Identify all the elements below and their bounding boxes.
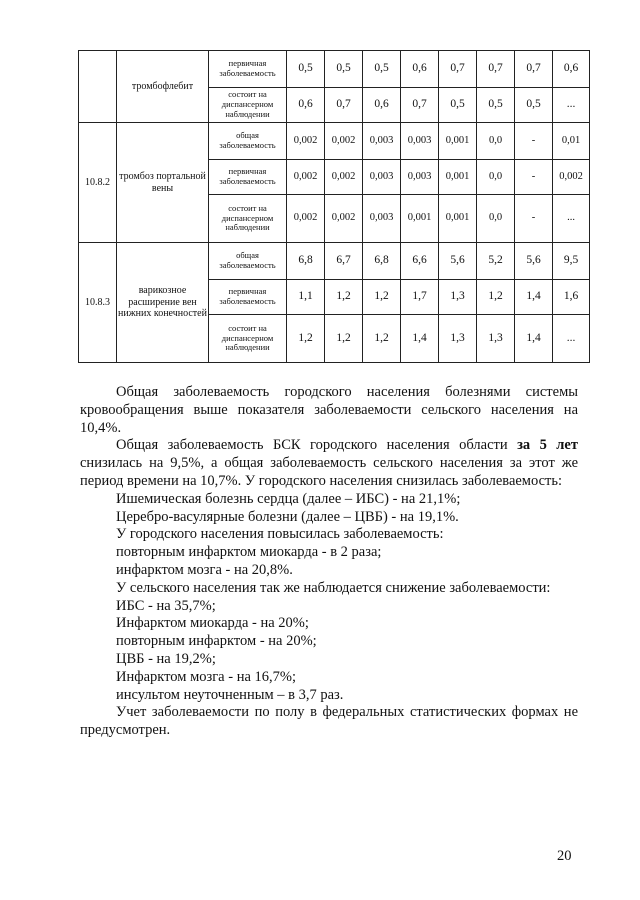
value-cell: 0,003 (363, 195, 401, 243)
value-cell: 0,5 (477, 88, 515, 123)
paragraph (80, 615, 578, 633)
value-cell: - (515, 195, 553, 243)
paragraph (80, 687, 578, 705)
value-cell: 0,0 (477, 195, 515, 243)
value-cell: 0,001 (401, 195, 439, 243)
table-row (79, 243, 590, 280)
value-cell: 5,6 (515, 243, 553, 280)
indicator-label: состоит на диспансерном наблюдении (209, 195, 287, 243)
value-cell: 0,002 (287, 160, 325, 195)
value-cell: 0,6 (287, 88, 325, 123)
indicator-label: первичная заболеваемость (209, 280, 287, 315)
value-cell: 0,7 (439, 51, 477, 88)
body-text (80, 384, 578, 740)
value-cell: 0,5 (515, 88, 553, 123)
paragraph (80, 580, 578, 598)
value-cell: 1,2 (325, 280, 363, 315)
value-cell: 0,002 (287, 123, 325, 160)
value-cell: 6,8 (287, 243, 325, 280)
text-run: снизилась на 9,5%, а общая заболеваемость сельского населения за этот же период времени на 10,7%. У городского населения снизилась заболеваемость: (80, 455, 578, 489)
paragraph (80, 526, 578, 544)
value-cell: 6,7 (325, 243, 363, 280)
indicator-label: состоит на диспансерном наблюдении (209, 88, 287, 123)
value-cell: 1,2 (325, 315, 363, 363)
value-cell: 0,0 (477, 123, 515, 160)
value-cell: ... (553, 195, 590, 243)
value-cell: 0,003 (401, 123, 439, 160)
value-cell: 1,2 (363, 315, 401, 363)
paragraph (80, 437, 578, 490)
bold-text: за 5 лет (517, 437, 578, 454)
value-cell: 1,4 (515, 315, 553, 363)
value-cell: 0,002 (325, 195, 363, 243)
text-run: У сельского населения так же наблюдается снижение заболеваемости: (116, 579, 551, 596)
value-cell: 0,002 (325, 123, 363, 160)
value-cell: 1,6 (553, 280, 590, 315)
value-cell: 1,1 (287, 280, 325, 315)
text-run: Общая заболеваемость городского населения болезнями системы кровообращения выше показателя заболеваемости сельского населения на 10,4%. (80, 384, 578, 436)
value-cell: 6,6 (401, 243, 439, 280)
text-run: Учет заболеваемости по полу в федеральных статистических формах не предусмотрен. (80, 704, 578, 739)
value-cell: 1,3 (439, 280, 477, 315)
paragraph (80, 544, 578, 562)
value-cell: 1,7 (401, 280, 439, 315)
row-code (79, 51, 117, 123)
value-cell: 1,4 (515, 280, 553, 315)
value-cell: 1,4 (401, 315, 439, 363)
value-cell: 5,2 (477, 243, 515, 280)
value-cell: 5,6 (439, 243, 477, 280)
paragraph (80, 704, 578, 740)
text-run: Общая заболеваемость БСК городского населения области (116, 437, 518, 454)
text-run: ЦВБ - на 19,2%; (116, 650, 216, 667)
value-cell: 1,2 (477, 280, 515, 315)
value-cell: 6,8 (363, 243, 401, 280)
disease-name: варикозное расширение вен нижних конечностей (117, 243, 209, 363)
text-run: инсультом неуточненным – в 3,7 раз. (116, 686, 344, 703)
indicator-label: общая заболеваемость (209, 123, 287, 160)
value-cell: 0,7 (477, 51, 515, 88)
value-cell: 0,6 (553, 51, 590, 88)
paragraph (80, 669, 578, 687)
value-cell: - (515, 160, 553, 195)
value-cell: 0,003 (363, 123, 401, 160)
text-run: ИБС - на 35,7%; (116, 597, 216, 614)
value-cell: ... (553, 88, 590, 123)
row-code: 10.8.2 (79, 123, 117, 243)
text-run: У городского населения повысилась заболеваемость: (116, 526, 444, 543)
text-run: Ишемическая болезнь сердца (далее – ИБС) - на 21,1%; (116, 490, 461, 507)
value-cell: 0,5 (287, 51, 325, 88)
value-cell: 0,002 (325, 160, 363, 195)
table-row (79, 123, 590, 160)
paragraph (80, 598, 578, 616)
text-run: Инфарктом миокарда - на 20%; (116, 615, 309, 632)
paragraph (80, 651, 578, 669)
text-run: Церебро-васулярные болезни (далее – ЦВБ) - на 19,1%. (116, 508, 459, 525)
value-cell: 0,5 (363, 51, 401, 88)
indicator-label: первичная заболеваемость (209, 51, 287, 88)
paragraph (80, 509, 578, 527)
value-cell: 0,003 (363, 160, 401, 195)
value-cell: 1,3 (477, 315, 515, 363)
value-cell: ... (553, 315, 590, 363)
indicator-label: первичная заболеваемость (209, 160, 287, 195)
table-row (79, 51, 590, 88)
value-cell: 0,0 (477, 160, 515, 195)
table-body (79, 51, 590, 363)
value-cell: 0,7 (515, 51, 553, 88)
morbidity-table (78, 50, 590, 363)
value-cell: 0,6 (363, 88, 401, 123)
value-cell: 0,5 (325, 51, 363, 88)
value-cell: 1,2 (363, 280, 401, 315)
page-number: 20 (557, 848, 572, 864)
value-cell: 1,2 (287, 315, 325, 363)
value-cell: 0,7 (325, 88, 363, 123)
value-cell: 0,001 (439, 195, 477, 243)
indicator-label: состоит на диспансерном наблюдении (209, 315, 287, 363)
text-run: повторным инфарктом - на 20%; (116, 633, 317, 650)
paragraph (80, 491, 578, 509)
value-cell: 0,002 (287, 195, 325, 243)
value-cell: 0,01 (553, 123, 590, 160)
paragraph (80, 562, 578, 580)
value-cell: 0,003 (401, 160, 439, 195)
disease-name: тромбофлебит (117, 51, 209, 123)
text-run: Инфарктом мозга - на 16,7%; (116, 668, 297, 685)
value-cell: 0,5 (439, 88, 477, 123)
value-cell: 0,001 (439, 123, 477, 160)
value-cell: 0,6 (401, 51, 439, 88)
value-cell: 9,5 (553, 243, 590, 280)
paragraph (80, 384, 578, 437)
text-run: повторным инфарктом миокарда - в 2 раза; (116, 544, 382, 561)
value-cell: 0,002 (553, 160, 590, 195)
paragraph (80, 633, 578, 651)
value-cell: 1,3 (439, 315, 477, 363)
indicator-label: общая заболеваемость (209, 243, 287, 280)
value-cell: - (515, 123, 553, 160)
text-run: инфарктом мозга - на 20,8%. (116, 561, 293, 578)
value-cell: 0,7 (401, 88, 439, 123)
disease-name: тромбоз портальной вены (117, 123, 209, 243)
value-cell: 0,001 (439, 160, 477, 195)
row-code: 10.8.3 (79, 243, 117, 363)
